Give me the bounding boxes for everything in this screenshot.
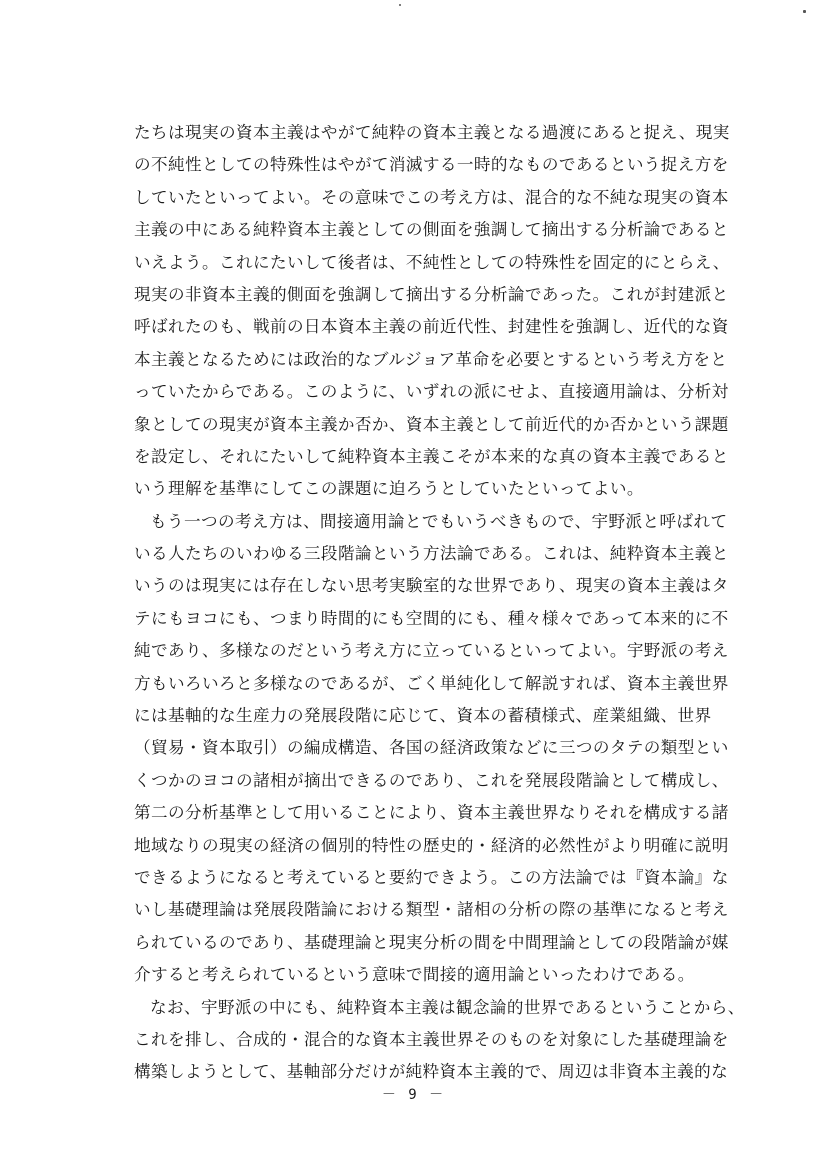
text-line: 介すると考えられているという意味で間接的適用論といったわけである。 [134, 965, 695, 985]
text-line: 呼ばれたのも、戦前の日本資本主義の前近代性、封建性を強調し、近代的な資 [134, 317, 729, 337]
text-line: （貿易・資本取引）の編成構造、各国の経済政策などに三つのタテの類型とい [134, 738, 729, 758]
text-line: の不純性としての特殊性はやがて消滅する一時的なものであるという捉え方を [134, 155, 729, 175]
scan-speck [399, 4, 401, 6]
text-line: 現実の非資本主義的側面を強調して摘出する分析論であった。これが封建派と [134, 284, 729, 304]
text-line: いえよう。これにたいして後者は、不純性としての特殊性を固定的にとらえ、 [134, 252, 730, 272]
text-line: いう理解を基準にしてこの課題に迫ろうとしていたといってよい。 [134, 479, 644, 499]
text-line: テにもヨコにも、つまり時間的にも空間的にも、種々様々であって本来的に不 [134, 608, 729, 628]
text-line: 構築しようとして、基軸部分だけが純粋資本主義的で、周辺は非資本主義的な [134, 1062, 729, 1082]
text-line: 地域なりの現実の経済の個別的特性の歴史的・経済的必然性がより明確に説明 [134, 835, 729, 855]
text-line: たちは現実の資本主義はやがて純粋の資本主義となる過渡にあると捉え、現実 [134, 123, 730, 142]
text-line: なお、宇野派の中にも、純粋資本主義は観念論的世界であるということから、 [150, 997, 745, 1017]
text-line: できるようになると考えていると要約できよう。この方法論では『資本論』な [134, 867, 729, 887]
text-line: 本主義となるためには政治的なブルジョア革命を必要とするという考え方をと [134, 349, 728, 369]
text-line: いし基礎理論は発展段階論における類型・諸相の分析の際の基準になると考え [134, 900, 729, 920]
body-text [134, 117, 745, 1089]
text-line: いうのは現実には存在しない思考実験室的な世界であり、現実の資本主義はタ [134, 576, 729, 596]
page-number: － 9 － [381, 1087, 446, 1103]
text-line: もう一つの考え方は、間接適用論とでもいうべきもので、宇野派と呼ばれて [150, 511, 728, 531]
text-line: 方もいろいろと多様なのであるが、ごく単純化して解説すれば、資本主義世界 [134, 673, 729, 693]
text-line: していたといってよい。その意味でこの考え方は、混合的な不純な現実の資本 [134, 187, 729, 207]
text-line: 純であり、多様なのだという考え方に立っているといってよい。宇野派の考え [134, 641, 729, 661]
text-line: られているのであり、基礎理論と現実分析の間を中間理論としての段階論が媒 [134, 932, 729, 952]
text-line: っていたからである。このように、いずれの派にせよ、直接適用論は、分析対 [134, 382, 729, 402]
text-line: には基軸的な生産力の発展段階に応じて、資本の蓄積様式、産業組織、世界 [134, 706, 712, 726]
text-line: 象としての現実が資本主義か否か、資本主義として前近代的か否かという課題 [134, 414, 729, 434]
text-line: 第二の分析基準として用いることにより、資本主義世界なりそれを構成する諸 [134, 803, 729, 823]
text-line: 主義の中にある純粋資本主義としての側面を強調して摘出する分析論であると [134, 220, 729, 240]
text-line: を設定し、それにたいして純粋資本主義こそが本来的な真の資本主義であると [134, 446, 729, 466]
text-line: いる人たちのいわゆる三段階論という方法論である。これは、純粋資本主義と [134, 544, 729, 564]
text-line: くつかのヨコの諸相が摘出できるのであり、これを発展段階論として構成し、 [134, 770, 729, 790]
scan-speck [803, 10, 806, 13]
text-line: これを排し、合成的・混合的な資本主義世界そのものを対象にした基礎理論を [134, 1029, 729, 1049]
